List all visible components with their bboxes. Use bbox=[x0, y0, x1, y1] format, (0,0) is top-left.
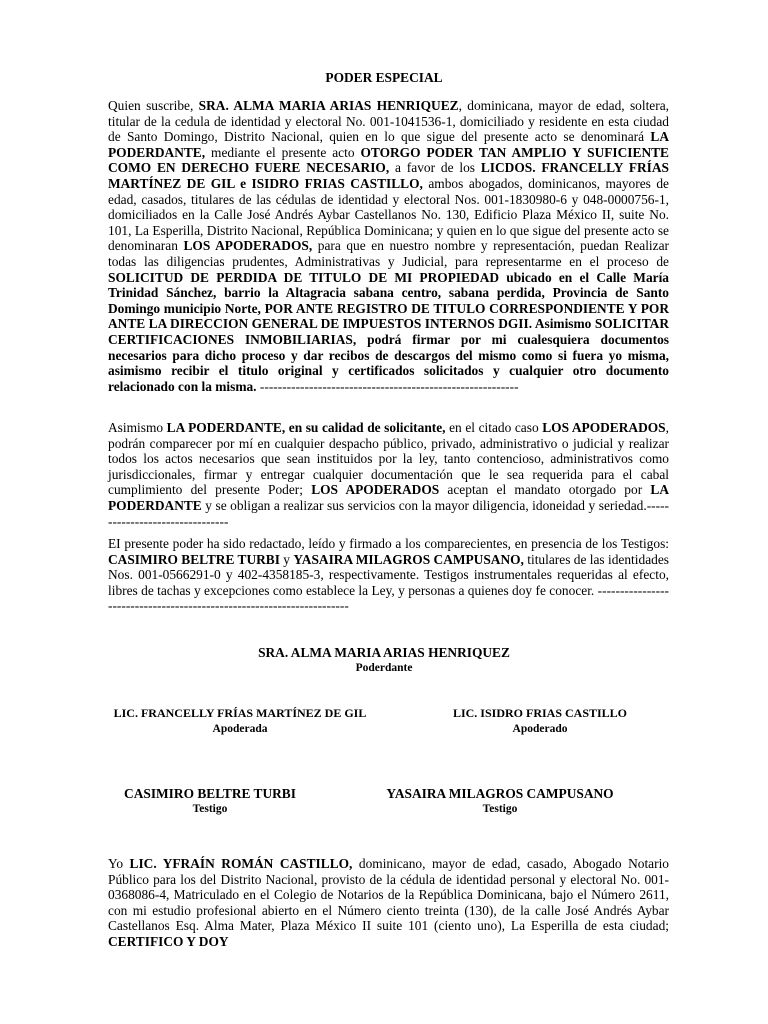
signature-witness-2 bbox=[360, 786, 640, 816]
signature-witness-1-name: CASIMIRO BELTRE TURBI bbox=[124, 786, 296, 801]
bold-text-run: LOS APODERADOS bbox=[542, 420, 666, 435]
paragraph-powers-of-attorneys bbox=[108, 420, 669, 529]
signature-witness-2-name: YASAIRA MILAGROS CAMPUSANO bbox=[386, 786, 614, 801]
text-run: titulares de las identidades Nos. 001-0566291-0 y 402-4358185-3, respectivamente. Testigos instrumentales requeridas al efecto, libres de tachas y excepciones como establece la Ley, y personas a quienes doy fe conocer. ---------------------------------------------------------------------- bbox=[108, 551, 669, 614]
bold-text-run: CERTIFICO Y DOY bbox=[108, 933, 229, 949]
text-run: dominicano, mayor de edad, casado, Abogado Notario Público para los del Distrito Nacional, provisto de la cédula de identidad personal y electoral No. 001-0368086-4, Matriculado en el Colegio de Notarios de la República Dominicana, bajo el Número 2611, con mi estudio profesional abierto en el Número ciento treinta (130), de la calle José Andrés Aybar Castellanos Esq. Alma Mater, Plaza México II suite 101 (ciento uno), La Esperilla de esta ciudad; bbox=[108, 856, 669, 934]
signature-attorney-2-role: Apoderado bbox=[512, 722, 568, 735]
text-run: Quien suscribe, bbox=[108, 98, 199, 113]
signature-attorney-1-name: LIC. FRANCELLY FRÍAS MARTÍNEZ DE GIL bbox=[113, 706, 367, 720]
bold-text-run: LA PODERDANTE, en su calidad de solicitante, bbox=[166, 420, 446, 435]
document-title: PODER ESPECIAL bbox=[325, 70, 443, 85]
signature-witness-1 bbox=[100, 786, 320, 816]
text-run: , dominicana, mayor de edad, soltera, titular de la cedula de identidad y electoral No. 001-1041536-1, domiciliado y residente en esta ciudad de Santo Domingo, Distrito Nacional, quien en lo que sigue del presente acto se denominará bbox=[108, 98, 670, 145]
bold-text-run: SOLICITUD DE PERDIDA DE TITULO DE MI PROPIEDAD ubicado en el Calle María Trinidad Sánchez, barrio la Altagracia sabana centro, sabana perdida, Provincia de Santo Domingo municipio Norte, POR ANTE REGISTRO DE TITULO CORRESPONDIENTE Y POR ANTE LA DIRECCION GENERAL DE IMPUESTOS INTERNOS DGII. Asimismo SOLICITAR CERTIFICACIONES INMOBILIARIAS, podrá firmar por mi cualesquiera documentos necesarios para dicho proceso y dar recibos de descargos del mismo como si fuera yo misma, asimismo recibir el titulo original y certificados solicitados y cualquier otro documento relacionado con la misma. bbox=[108, 269, 669, 394]
text-run: en el citado caso bbox=[445, 420, 543, 435]
bold-text-run: CASIMIRO BELTRE TURBI bbox=[108, 551, 280, 567]
bold-text-run: LA PODERDANTE bbox=[108, 482, 669, 513]
bold-text-run: LOS APODERADOS bbox=[311, 482, 440, 498]
paragraph-grant-of-power bbox=[108, 98, 669, 394]
signature-attorney-2 bbox=[430, 706, 650, 736]
bold-text-run: SRA. ALMA MARIA ARIAS HENRIQUEZ bbox=[198, 98, 459, 113]
bold-text-run: LOS APODERADOS, bbox=[183, 238, 313, 254]
bold-text-run: LIC. YFRAÍN ROMÁN CASTILLO, bbox=[129, 856, 353, 871]
bold-text-run: LICDOS. FRANCELLY FRÍAS MARTÍNEZ DE GIL e ISIDRO FRIAS CASTILLO, bbox=[108, 160, 669, 191]
signature-grantor-name: SRA. ALMA MARIA ARIAS HENRIQUEZ bbox=[258, 645, 510, 660]
text-run: y se obligan a realizar sus servicios con la mayor diligencia, idoneidad y seriedad.-------------------------------- bbox=[108, 497, 669, 529]
text-run: ---------------------------------------------------------- bbox=[256, 378, 519, 394]
signature-witness-1-role: Testigo bbox=[192, 802, 228, 815]
bold-text-run: YASAIRA MILAGROS CAMPUSANO, bbox=[293, 551, 524, 567]
text-run: EI presente poder ha sido redactado, leído y firmado a los comparecientes, en presencia de los Testigos: bbox=[108, 536, 669, 551]
paragraph-witnesses bbox=[108, 536, 669, 614]
bold-text-run: OTORGO PODER TAN AMPLIO Y SUFICIENTE COMO EN DERECHO FUERE NECESARIO, bbox=[108, 144, 669, 176]
signature-witness-2-role: Testigo bbox=[482, 802, 518, 815]
text-run: mediante el presente acto bbox=[205, 144, 361, 160]
signature-attorney-1-role: Apoderada bbox=[212, 722, 268, 735]
text-run: Yo bbox=[108, 856, 130, 871]
text-run: Asimismo bbox=[108, 420, 167, 435]
signature-grantor-role: Poderdante bbox=[355, 661, 413, 674]
text-run: aceptan el mandato otorgado por bbox=[439, 482, 651, 498]
text-run: , podrán comparecer por mí en cualquier despacho público, privado, administrativo o judicial y realizar todos los actos necesarios que sean instituidos por la ley, tanto contencioso, administrativos como jurisdiccionales, firmar y entregar cualquier documentación que le sea requerida para el cabal cumplimiento del presente Poder; bbox=[108, 420, 669, 498]
signature-grantor bbox=[0, 645, 768, 675]
signature-attorney-1 bbox=[100, 706, 380, 736]
bold-text-run: LA PODERDANTE, bbox=[108, 129, 669, 160]
signature-attorney-2-name: LIC. ISIDRO FRIAS CASTILLO bbox=[452, 706, 628, 720]
paragraph-notary-certification bbox=[108, 856, 669, 950]
text-run: y bbox=[279, 551, 294, 567]
text-run: para que en nuestro nombre y representación, puedan Realizar todas las diligencias prudentes, Administrativas y Judicial, para representarme en el proceso de bbox=[108, 238, 669, 269]
text-run: ambos abogados, dominicanos, mayores de edad, casados, titulares de las cédulas de identidad y electoral Nos. 001-1830980-6 y 048-0000756-1, domiciliados en la Calle José Andrés Aybar Castellanos No. 130, Edificio Plaza México II, suite No. 101, La Esperilla, Distrito Nacional, República Dominicana; y quien en lo que sigue del presente acto se denominaran bbox=[108, 175, 670, 254]
text-run: a favor de los bbox=[389, 160, 481, 176]
